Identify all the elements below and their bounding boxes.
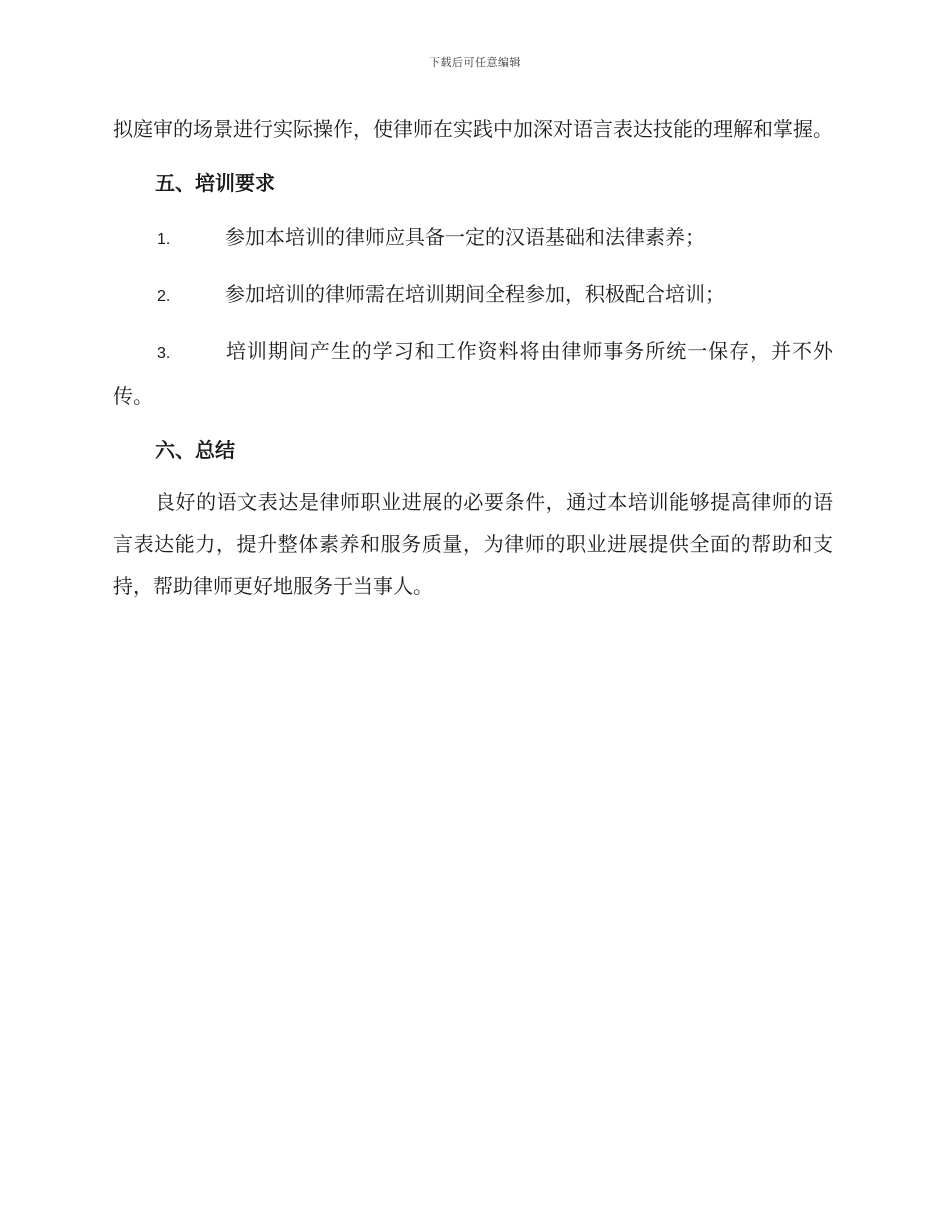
- page-header: 下载后可任意编辑: [429, 56, 521, 69]
- list-text: 参加本培训的律师应具备一定的汉语基础和法律素养；: [225, 225, 705, 249]
- document-body: [113, 108, 833, 607]
- section-heading-requirements: 五、培训要求: [155, 171, 275, 195]
- section-heading-summary: 六、总结: [155, 438, 235, 462]
- list-item: [113, 273, 833, 318]
- list-number: 3.: [157, 345, 171, 362]
- list-item: [113, 330, 833, 417]
- summary-paragraph: 良好的语文表达是律师职业进展的必要条件，通过本培训能够提高律师的语言表达能力，提升整体素养和服务质量，为律师的职业进展提供全面的帮助和支持，帮助律师更好地服务于当事人。: [113, 490, 833, 598]
- list-text: 培训期间产生的学习和工作资料将由律师事务所统一保存，并不外传。: [113, 339, 833, 408]
- list-number: 1.: [157, 231, 171, 248]
- list-item: [113, 216, 833, 261]
- list-text: 参加培训的律师需在培训期间全程参加，积极配合培训；: [225, 282, 725, 306]
- list-number: 2.: [157, 288, 171, 305]
- intro-paragraph: 拟庭审的场景进行实际操作，使律师在实践中加深对语言表达技能的理解和掌握。: [113, 117, 833, 141]
